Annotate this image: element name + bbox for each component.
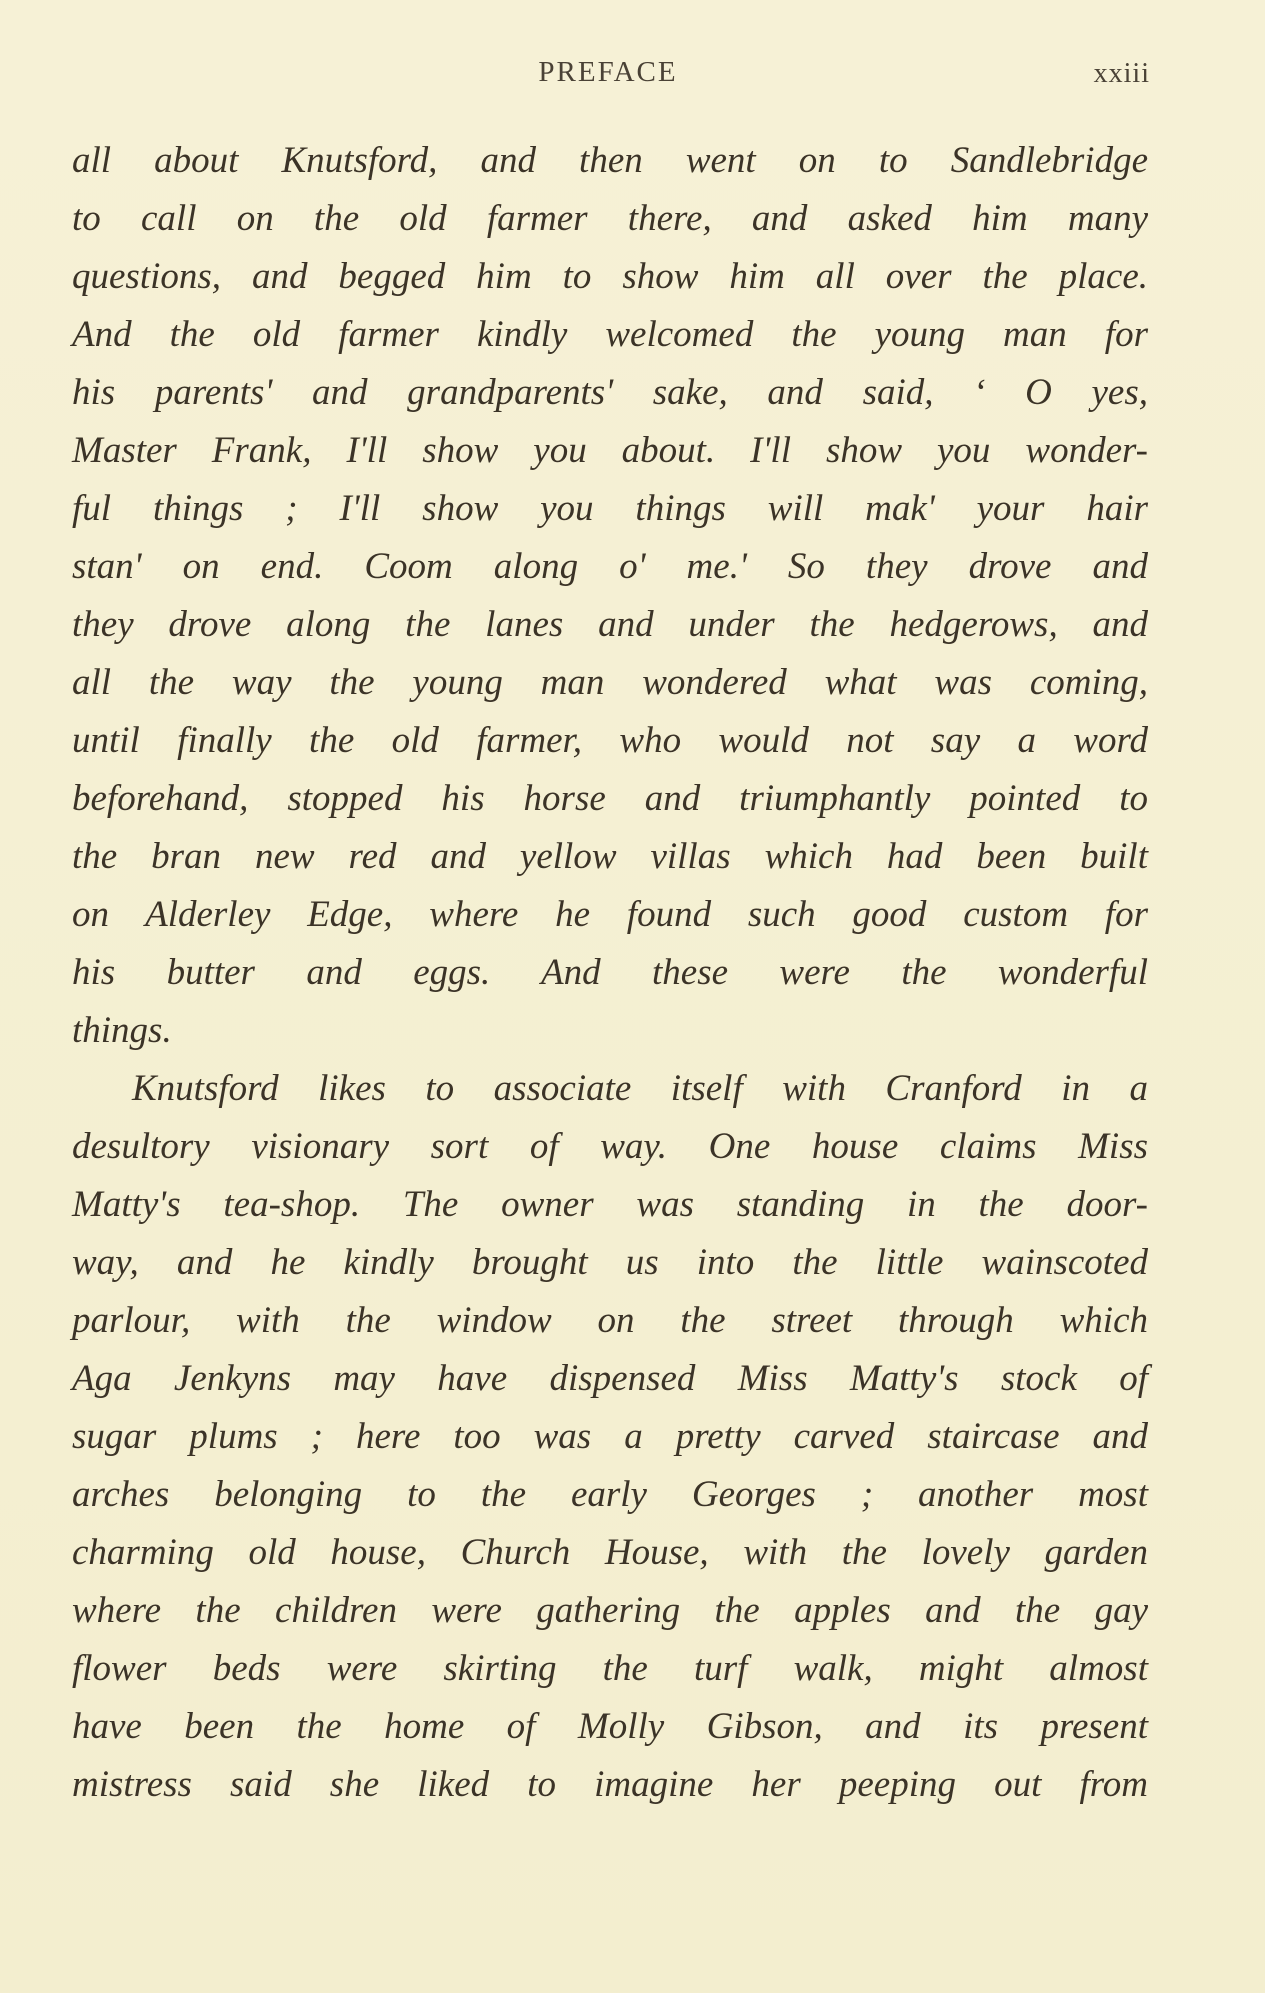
text-line: until finally the old farmer, who would not say a word	[72, 720, 1148, 761]
text-line: Matty's tea-shop. The owner was standing in the door-	[72, 1184, 1148, 1225]
text-line: charming old house, Church House, with the lovely garden	[72, 1532, 1148, 1573]
text-line: questions, and begged him to show him all over the place.	[72, 256, 1148, 297]
text-line: all the way the young man wondered what was coming,	[72, 662, 1148, 703]
text-line: stan' on end. Coom along o' me.' So they drove and	[72, 546, 1148, 587]
text-line: And the old farmer kindly welcomed the young man for	[72, 314, 1148, 355]
running-head	[0, 56, 1265, 96]
text-line: all about Knutsford, and then went on to Sandlebridge	[72, 140, 1148, 181]
text-line: on Alderley Edge, where he found such good custom for	[72, 894, 1148, 935]
text-line: to call on the old farmer there, and asked him many	[72, 198, 1148, 239]
page-number: xxiii	[1093, 58, 1150, 89]
text-line: they drove along the lanes and under the hedgerows, and	[72, 604, 1148, 645]
text-line: his butter and eggs. And these were the wonderful	[72, 952, 1148, 993]
text-line: have been the home of Molly Gibson, and its present	[72, 1706, 1148, 1747]
text-line: parlour, with the window on the street through which	[72, 1300, 1148, 1341]
running-head-title: PREFACE	[538, 56, 678, 88]
text-line: where the children were gathering the apples and the gay	[72, 1590, 1148, 1631]
text-line: ful things ; I'll show you things will mak' your hair	[72, 488, 1148, 529]
text-line: the bran new red and yellow villas which had been built	[72, 836, 1148, 877]
body-text	[72, 132, 1148, 1814]
text-line: desultory visionary sort of way. One house claims Miss	[72, 1126, 1148, 1167]
paragraph-start-line: Knutsford likes to associate itself with Cranford in a	[132, 1068, 1148, 1109]
paragraph-end-line: things.	[72, 1010, 172, 1051]
text-line: mistress said she liked to imagine her peeping out from	[72, 1764, 1148, 1805]
text-line: beforehand, stopped his horse and triumphantly pointed to	[72, 778, 1148, 819]
text-line: sugar plums ; here too was a pretty carved staircase and	[72, 1416, 1148, 1457]
text-line: his parents' and grandparents' sake, and said, ‘ O yes,	[72, 372, 1148, 413]
text-line: arches belonging to the early Georges ; another most	[72, 1474, 1148, 1515]
text-line: flower beds were skirting the turf walk, might almost	[72, 1648, 1148, 1689]
text-line: Aga Jenkyns may have dispensed Miss Matty's stock of	[72, 1358, 1148, 1399]
text-line: Master Frank, I'll show you about. I'll show you wonder-	[72, 430, 1148, 471]
text-line: way, and he kindly brought us into the little wainscoted	[72, 1242, 1148, 1283]
